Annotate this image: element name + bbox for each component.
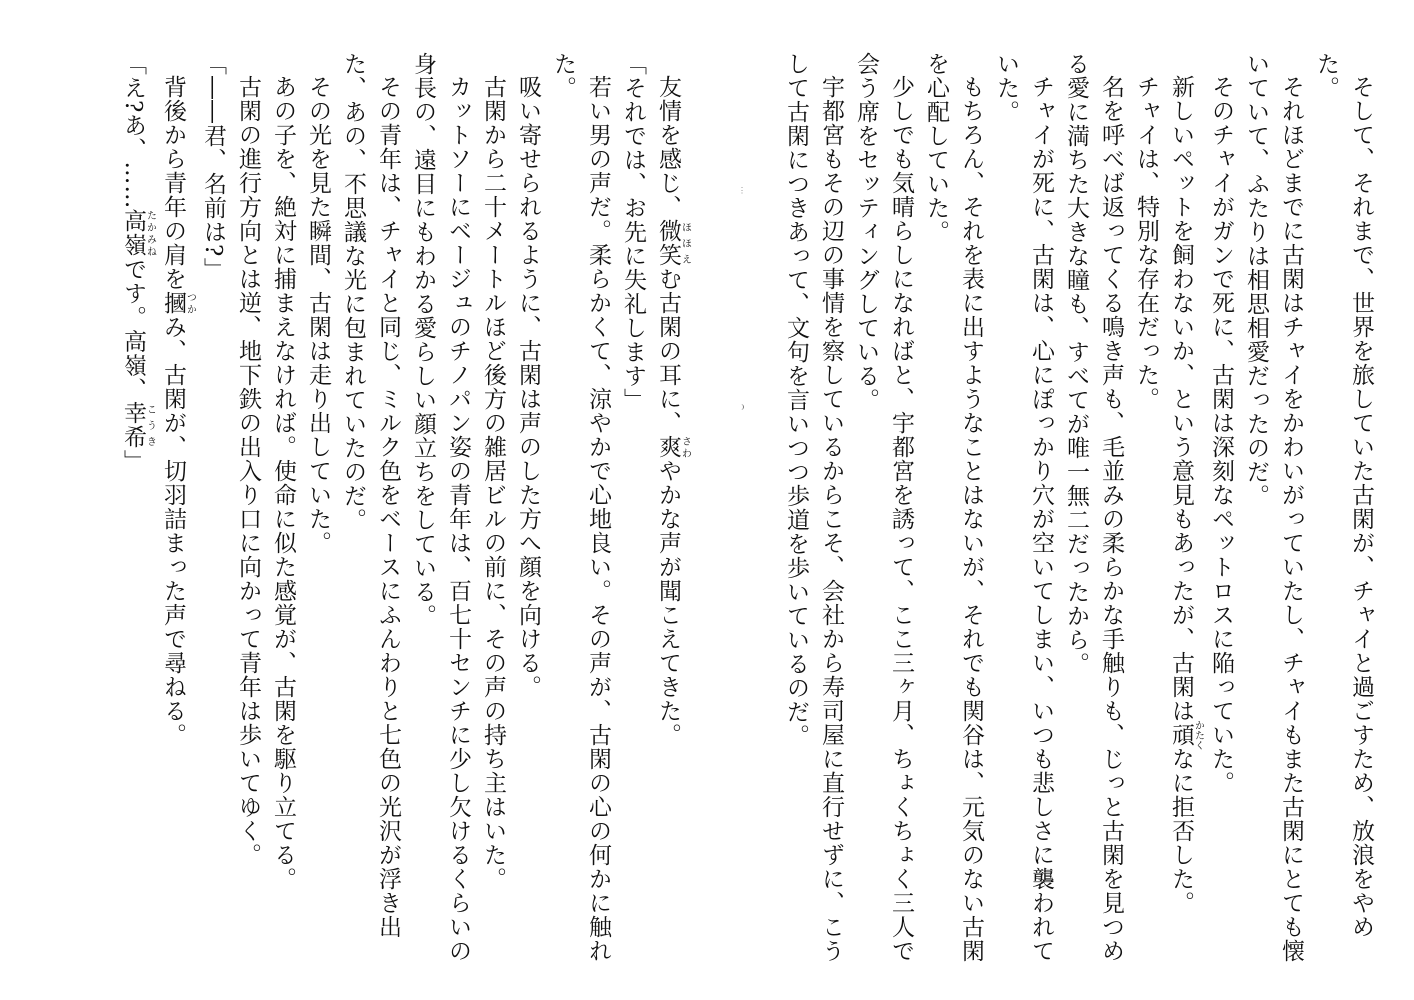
- paragraph: [405, 52, 475, 972]
- text-run: です。高嶺、: [120, 257, 146, 402]
- gutter-tick: [740, 404, 744, 410]
- ruby-base: 高嶺: [120, 209, 146, 258]
- text-run: 「それでは、お先に失礼します」: [620, 52, 646, 412]
- ruby-word: [120, 401, 156, 450]
- left-page: [70, 52, 690, 972]
- text-run: カットソーにベージュのチノパン姿の青年は、百七十センチに少し欠けるくらいの身長の、遠目にもわかる愛らしい顔立ちをしている。: [410, 52, 471, 963]
- text-run: 」: [120, 449, 146, 474]
- ruby-reading: たかみね: [144, 209, 156, 258]
- text-run: チャイは、特別な存在だった。: [1133, 75, 1159, 411]
- paragraph: [335, 52, 405, 972]
- text-run: 友情を感じ、: [655, 75, 681, 219]
- text-run: み、古閑が、切羽詰まった声で尋ねる。: [160, 315, 186, 747]
- text-run: チャイが死に、古閑は、心にぽっかり穴が空いてしまい、いつも悲しさに襲われていた。: [993, 52, 1054, 963]
- text-run: 古閑の進行方向とは逆、地下鉄の出入り口に向かって青年は歩いてゆく。: [235, 75, 261, 867]
- paragraph: [988, 52, 1058, 972]
- paragraph: [545, 52, 615, 972]
- text-run: 背後から青年の肩を: [160, 75, 186, 291]
- paragraph: [475, 52, 510, 972]
- ruby-reading: さわ: [679, 435, 691, 459]
- paragraph: [155, 52, 195, 972]
- text-run: その青年は、チャイと同じ、ミルク色をベースにふんわりと七色の光沢が浮き出た、あの、不思議な光に包まれていたのだ。: [340, 52, 401, 939]
- ruby-base: 爽: [655, 435, 681, 459]
- ruby-word: [655, 435, 691, 459]
- text-run: もちろん、それを表に出すようなことはないが、それでも関谷は、元気のない古閑を心配していた。: [923, 52, 984, 963]
- ruby-base: 摑: [160, 291, 186, 315]
- text-run: 「――君、名前は?」: [200, 52, 226, 282]
- paragraph: [115, 52, 155, 972]
- text-run: 若い男の声だ。柔らかくて、涼やかで心地良い。その声が、古閑の心の何かに触れた。: [550, 52, 611, 963]
- ruby-base: 頑: [1168, 720, 1194, 750]
- ruby-word: [655, 219, 691, 267]
- text-run: そして、それまで、世界を旅していた古閑が、チャイと過ごすため、放浪をやめた。: [1313, 52, 1374, 939]
- paragraph: [1128, 52, 1163, 972]
- paragraph: [650, 52, 690, 972]
- text-run: その光を見た瞬間、古閑は走り出していた。: [305, 75, 331, 555]
- text-run: 新しいペットを飼わないか、という意見もあったが、古閑は: [1168, 75, 1194, 723]
- text-run: やかな声が聞こえてきた。: [655, 459, 681, 747]
- text-run: 「え?あ、……: [120, 52, 146, 210]
- paragraph: [778, 52, 848, 972]
- text-run: 名を呼べば返ってくる鳴き声も、毛並みの柔らかな手触りも、じっと古閑を見つめる愛に満ちた大きな瞳も、すべてが唯一無二だったから。: [1063, 52, 1124, 963]
- paragraph: [510, 52, 545, 972]
- paragraph: [300, 52, 335, 972]
- ruby-base: 幸希: [120, 401, 146, 450]
- ruby-word: [160, 291, 196, 315]
- right-page: [783, 52, 1378, 972]
- ruby-reading: こうき: [144, 401, 156, 450]
- text-run: 宇都宮もその辺の事情を察しているからこそ、会社から寿司屋に直行せずに、こうして古閑につきあって、文句を言いつつ歩道を歩いているのだ。: [783, 52, 844, 963]
- paragraph: [265, 52, 300, 972]
- paragraph: [615, 52, 650, 972]
- paragraph: [1203, 52, 1238, 972]
- text-run: そのチャイがガンで死に、古閑は深刻なペットロスに陥っていた。: [1208, 75, 1234, 795]
- text-run: それほどまでに古閑はチャイをかわいがっていたし、チャイもまた古閑にとても懐いていて、ふたりは相思相愛だったのだ。: [1243, 52, 1304, 963]
- gutter-dots: ⋮: [738, 186, 748, 195]
- paragraph: [848, 52, 918, 972]
- text-run: なに拒否した。: [1168, 747, 1194, 915]
- text-run: 少しでも気晴らしになればと、宇都宮を誘って、ここ三ヶ月、ちょくちょく三人で会う席をセッティングしている。: [853, 52, 914, 963]
- paragraph: [195, 52, 230, 972]
- ruby-word: [1168, 720, 1204, 750]
- text-run: む古閑の耳に、: [655, 267, 681, 435]
- ruby-reading: つか: [184, 291, 196, 315]
- paragraph: [1163, 52, 1203, 972]
- ruby-word: [120, 209, 156, 258]
- text-run: 吸い寄せられるように、古閑は声のした方へ顔を向ける。: [515, 75, 541, 699]
- text-run: あの子を、絶対に捕まえなければ。使命に似た感覚が、古閑を駆り立てる。: [270, 75, 296, 891]
- text-run: 古閑から二十メートルほど後方の雑居ビルの前に、その声の持ち主はいた。: [480, 75, 506, 891]
- paragraph: [1058, 52, 1128, 972]
- ruby-reading: かたく: [1192, 720, 1204, 750]
- ruby-reading: ほほえ: [679, 219, 691, 267]
- paragraph: [918, 52, 988, 972]
- paragraph: [230, 52, 265, 972]
- gutter-mark: [735, 186, 749, 416]
- paragraph: [1308, 52, 1378, 972]
- paragraph: [1238, 52, 1308, 972]
- ruby-base: 微笑: [655, 219, 681, 267]
